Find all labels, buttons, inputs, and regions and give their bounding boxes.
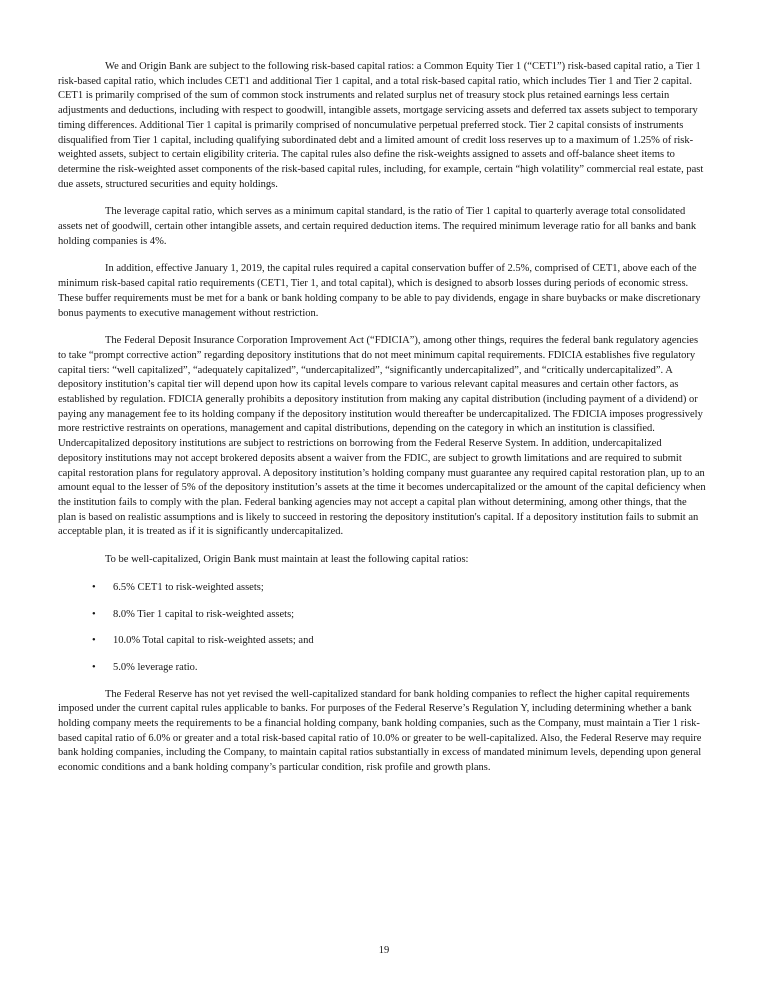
paragraph: The leverage capital ratio, which serves as a minimum capital standard, is the ratio of Tier 1 capital to quarterly average total consolidated assets net of goodwill, certain other intangible assets, and certain required deduction items. The required minimum leverage ratio for all banks and bank holding companies is 4%. xyxy=(58,206,697,247)
paragraph: The Federal Deposit Insurance Corporation Improvement Act (“FDICIA”), among other things, requires the federal bank regulatory agencies to take “prompt corrective action” regarding depository institutions that do not meet minimum capital requirements. FDICIA establishes five regulatory capital tiers: “well capitalized”, “adequately capitalized”, “undercapitalized”, “significantly undercapitalized”, and “critically undercapitalized”. A depository institution’s capital tier will depend upon how its capital levels compare to various relevant capital measures and certain other factors, as established by regulation. FDICIA generally prohibits a depository institution from making any capital distribution (including payment of a dividend) or paying any management fee to its holding company if the depository institution would thereafter be undercapitalized. The FDICIA imposes progressively more restrictive restraints on operations, management and capital distributions, depending on the category in which an institution is classified. Undercapitalized depository institutions are subject to restrictions on borrowing from the Federal Reserve System. In addition, undercapitalized depository institutions may not accept brokered deposits absent a waiver from the FDIC, are subject to growth limitations and are required to submit capital restoration plans for regulatory approval. A depository institution’s holding company must guarantee any required capital restoration plan, up to an amount equal to the lesser of 5% of the depository institution’s assets at the time it becomes undercapitalized or the amount of the capital deficiency when the institution fails to comply with the plan. Federal banking agencies may not accept a capital plan without determining, among other things, that the plan is based on realistic assumptions and is likely to succeed in restoring the depository institution's capital. If a depository institution fails to submit an acceptable plan, it is treated as if it is significantly undercapitalized. xyxy=(58,335,706,538)
bullet-icon: • xyxy=(92,661,96,673)
paragraph: We and Origin Bank are subject to the following risk-based capital ratios: a Common Equity Tier 1 (“CET1”) risk-based capital ratio, a Tier 1 risk-based capital ratio, which includes CET1 and additional Tier 1 capital, and a total risk-based capital ratio, which includes Tier 1 and Tier 2 capital. CET1 is primarily comprised of the sum of common stock instruments and related surplus net of treasury stock plus retained earnings less certain adjustments and deductions, including with respect to goodwill, intangible assets, mortgage servicing assets and deferred tax assets subject to temporary timing differences. Additional Tier 1 capital is primarily comprised of noncumulative perpetual preferred stock. Tier 2 capital consists of instruments disqualified from Tier 1 capital, including qualifying subordinated debt and a limited amount of credit loss reserves up to a maximum of 1.25% of risk-weighted assets, subject to certain eligibility criteria. The capital rules also define the risk-weights assigned to assets and off-balance sheet items to determine the risk-weighted asset components of the risk-based capital rules, including, for example, certain “high volatility” commercial real estate, past due assets, structured securities and equity holdings. xyxy=(58,61,704,190)
bullet-item xyxy=(58,608,706,623)
bullet-text: 5.0% leverage ratio. xyxy=(113,661,198,673)
bullet-icon: • xyxy=(92,581,96,593)
bullet-item xyxy=(58,661,706,676)
bullet-icon: • xyxy=(92,635,96,647)
bullet-item xyxy=(58,581,706,596)
paragraph: To be well-capitalized, Origin Bank must maintain at least the following capital ratios: xyxy=(105,554,469,566)
paragraph: The Federal Reserve has not yet revised the well-capitalized standard for bank holding companies to reflect the higher capital requirements imposed under the current capital rules applicable to banks. For purposes of the Federal Reserve’s Regulation Y, including determining whether a bank holding company meets the requirements to be a financial holding company, bank holding companies, such as the Company, must maintain a Tier 1 risk-based capital ratio of 6.0% or greater and a total risk-based capital ratio of 10.0% or greater to be well-capitalized. Also, the Federal Reserve may require bank holding companies, including the Company, to maintain capital ratios substantially in excess of mandated minimum levels, depending upon general economic conditions and a bank holding company’s particular condition, risk profile and growth plans. xyxy=(58,688,702,774)
bullet-item xyxy=(58,634,706,649)
page-number: 19 xyxy=(378,945,390,956)
document-content xyxy=(58,60,706,789)
paragraph: In addition, effective January 1, 2019, the capital rules required a capital conservation buffer of 2.5%, comprised of CET1, above each of the minimum risk-based capital ratio requirements (CET1, Tier 1, and total capital), which is designed to absorb losses during periods of economic stress. These buffer requirements must be met for a bank or bank holding company to be able to pay dividends, engage in share buybacks or make discretionary bonus payments to executive management without restriction. xyxy=(58,263,701,319)
bullet-text: 10.0% Total capital to risk-weighted assets; and xyxy=(113,635,314,647)
bullet-text: 6.5% CET1 to risk-weighted assets; xyxy=(113,581,264,593)
bullet-text: 8.0% Tier 1 capital to risk-weighted assets; xyxy=(113,608,295,620)
bullet-icon: • xyxy=(92,608,96,620)
